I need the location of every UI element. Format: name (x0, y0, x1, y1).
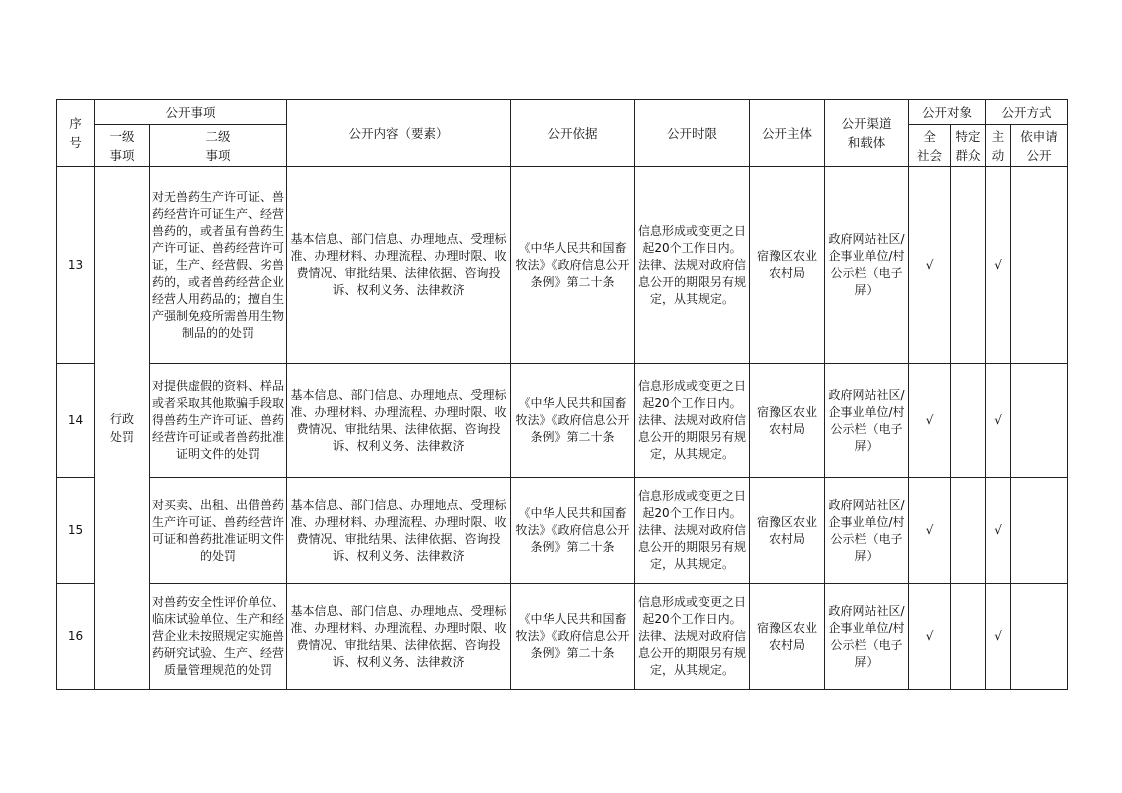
row-all-society-check: √ (909, 478, 951, 584)
row-active-check: √ (986, 167, 1011, 364)
header-channel: 公开渠道 和载体 (825, 100, 909, 167)
row-subject: 宿豫区农业农村局 (750, 478, 825, 584)
row-item: 对兽药安全性评价单位、临床试验单位、生产和经营企业未按照规定实施兽药研究试验、生产、经营质量管理规范的处罚 (150, 584, 287, 690)
row-time-limit: 信息形成或变更之日起20个工作日内。法律、法规对政府信息公开的期限另有规定，从其规定。 (635, 364, 750, 478)
row-all-society-check: √ (909, 364, 951, 478)
row-apply-check (1011, 478, 1068, 584)
header-subject: 公开主体 (750, 100, 825, 167)
row-channel: 政府网站社区/企事业单位/村公示栏（电子屏） (825, 364, 909, 478)
row-basis: 《中华人民共和国畜牧法》《政府信息公开条例》第二十条 (511, 478, 635, 584)
row-active-check: √ (986, 584, 1011, 690)
row-subject: 宿豫区农业农村局 (750, 584, 825, 690)
row-channel: 政府网站社区/企事业单位/村公示栏（电子屏） (825, 167, 909, 364)
header-target-all: 全 社会 (909, 125, 951, 167)
row-item: 对无兽药生产许可证、兽药经营许可证生产、经营兽药的，或者虽有兽药生产许可证、兽药经营许可证，生产、经营假、劣兽药的，或者兽药经营企业经营人用药品的；擅自生产强制免疫所需兽用生物制品的的处罚 (150, 167, 287, 364)
row-time-limit: 信息形成或变更之日起20个工作日内。法律、法规对政府信息公开的期限另有规定，从其规定。 (635, 584, 750, 690)
row-content: 基本信息、部门信息、办理地点、受理标准、办理材料、办理流程、办理时限、收费情况、审批结果、法律依据、咨询投诉、权利义务、法律救济 (287, 478, 511, 584)
row-specific-check (951, 364, 986, 478)
header-level1: 一级 事项 (95, 125, 150, 167)
header-method-active: 主 动 (986, 125, 1011, 167)
header-method-apply: 依申请 公开 (1011, 125, 1068, 167)
row-content: 基本信息、部门信息、办理地点、受理标准、办理材料、办理流程、办理时限、收费情况、审批结果、法律依据、咨询投诉、权利义务、法律救济 (287, 167, 511, 364)
header-time-limit: 公开时限 (635, 100, 750, 167)
row-subject: 宿豫区农业农村局 (750, 364, 825, 478)
header-basis: 公开依据 (511, 100, 635, 167)
table-row (57, 584, 1068, 690)
level1-category: 行政 处罚 (95, 167, 150, 690)
row-apply-check (1011, 167, 1068, 364)
header-seq: 序 号 (57, 100, 95, 167)
row-content: 基本信息、部门信息、办理地点、受理标准、办理材料、办理流程、办理时限、收费情况、审批结果、法律依据、咨询投诉、权利义务、法律救济 (287, 584, 511, 690)
row-item: 对买卖、出租、出借兽药生产许可证、兽药经营许可证和兽药批准证明文件的处罚 (150, 478, 287, 584)
disclosure-table (56, 99, 1068, 690)
header-matters: 公开事项 (95, 100, 287, 125)
row-basis: 《中华人民共和国畜牧法》《政府信息公开条例》第二十条 (511, 364, 635, 478)
row-active-check: √ (986, 364, 1011, 478)
row-all-society-check: √ (909, 167, 951, 364)
row-channel: 政府网站社区/企事业单位/村公示栏（电子屏） (825, 478, 909, 584)
table-row (57, 478, 1068, 584)
row-specific-check (951, 167, 986, 364)
row-seq: 16 (57, 584, 95, 690)
row-specific-check (951, 478, 986, 584)
row-apply-check (1011, 584, 1068, 690)
header-content: 公开内容（要素） (287, 100, 511, 167)
row-all-society-check: √ (909, 584, 951, 690)
table-row (57, 364, 1068, 478)
row-subject: 宿豫区农业农村局 (750, 167, 825, 364)
row-apply-check (1011, 364, 1068, 478)
row-seq: 15 (57, 478, 95, 584)
row-basis: 《中华人民共和国畜牧法》《政府信息公开条例》第二十条 (511, 167, 635, 364)
row-time-limit: 信息形成或变更之日起20个工作日内。法律、法规对政府信息公开的期限另有规定，从其规定。 (635, 167, 750, 364)
row-time-limit: 信息形成或变更之日起20个工作日内。法律、法规对政府信息公开的期限另有规定，从其规定。 (635, 478, 750, 584)
row-item: 对提供虚假的资料、样品或者采取其他欺骗手段取得兽药生产许可证、兽药经营许可证或者兽药批准证明文件的处罚 (150, 364, 287, 478)
row-active-check: √ (986, 478, 1011, 584)
row-specific-check (951, 584, 986, 690)
row-seq: 13 (57, 167, 95, 364)
header-method: 公开方式 (986, 100, 1068, 125)
row-basis: 《中华人民共和国畜牧法》《政府信息公开条例》第二十条 (511, 584, 635, 690)
row-seq: 14 (57, 364, 95, 478)
row-content: 基本信息、部门信息、办理地点、受理标准、办理材料、办理流程、办理时限、收费情况、审批结果、法律依据、咨询投诉、权利义务、法律救济 (287, 364, 511, 478)
table-row (57, 167, 1068, 364)
header-target-specific: 特定 群众 (951, 125, 986, 167)
header-level2: 二级 事项 (150, 125, 287, 167)
header-target: 公开对象 (909, 100, 986, 125)
row-channel: 政府网站社区/企事业单位/村公示栏（电子屏） (825, 584, 909, 690)
